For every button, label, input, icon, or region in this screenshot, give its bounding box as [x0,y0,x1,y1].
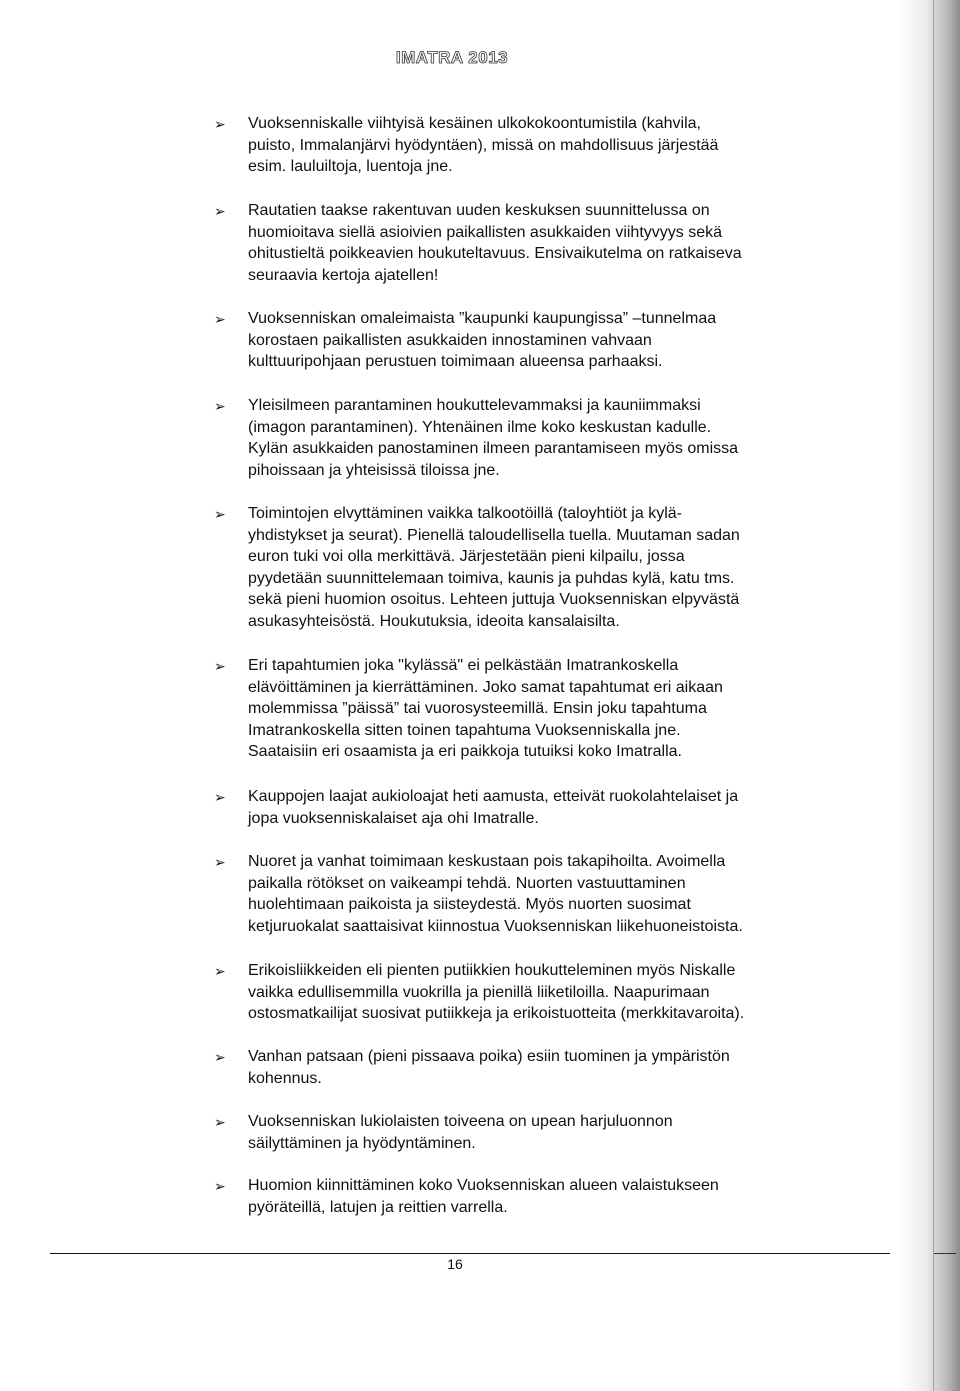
text-line: korostaen paikallisten asukkaiden innostaminen vahvaan [248,331,652,349]
footer-rule [50,1253,890,1254]
text-line: kohennus. [248,1069,322,1087]
arrow-bullet-icon: ➢ [214,117,226,133]
text-line: puisto, Immalanjärvi hyödyntäen), missä on mahdollisuus järjestää [248,136,719,154]
text-line: euron tuki voi olla merkittävä. Järjestetään pieni kilpailu, jossa [248,548,685,566]
text-line: Kylän asukkaiden panostaminen ilmeen parantamiseen myös omissa [248,440,739,458]
text-line: Vuoksenniskalle viihtyisä kesäinen ulkokokoontumistila (kahvila, [248,115,701,132]
text-line: pyöräteillä, latujen ja reittien varrella. [248,1198,508,1216]
bullet-text [248,960,828,1025]
arrow-bullet-icon: ➢ [214,399,226,415]
page-edge-line [933,0,934,1391]
text-line: pihoissaan ja yhteisissä tiloissa jne. [248,461,500,479]
page-number: 16 [447,1256,463,1272]
bullet-text [248,395,828,481]
text-line: elävöittäminen ja kierrättäminen. Joko samat tapahtumat eri aikaan [248,678,723,696]
bullet-text [248,113,828,178]
page-edge-shadow [898,0,960,1391]
text-line: Vuoksenniskan omaleimaista ”kaupunki kaupungissa” –tunnelmaa [248,310,717,327]
bullet-text [248,1046,828,1089]
text-line: jopa vuoksenniskalaiset aja ohi Imatralle. [248,809,539,827]
bullet-text [248,200,828,286]
arrow-bullet-icon: ➢ [214,204,226,220]
text-line: säilyttäminen ja hyödyntäminen. [248,1134,476,1152]
arrow-bullet-icon: ➢ [214,1179,226,1195]
text-line: kulttuuripohjaan perustuen toimimaan alueensa parhaaksi. [248,353,663,371]
text-line: huolehtimaan paikoista ja siisteydestä. Myös nuorten suosimat [248,896,691,914]
bullet-text [248,655,828,763]
text-line: Kauppojen laajat aukioloajat heti aamusta, etteivät ruokolahtelaiset ja [248,788,739,805]
bullet-text [248,308,828,373]
text-line: Erikoisliikkeiden eli pienten putiikkien houkutteleminen myös Niskalle [248,962,736,979]
arrow-bullet-icon: ➢ [214,964,226,980]
text-line: asukasyhteisöstä. Houkutuksia, ideoita kansalaisilta. [248,612,620,630]
text-line: ohitustieltä poikkeavien houkuteltavuus. Ensivaikutelma on ratkaiseva [248,245,742,263]
text-line: vaikka edullisemmilla vuokrilla ja pienillä liiketiloilla. Naapurimaan [248,983,710,1001]
text-line: pyydetään suunnittelemaan toimiva, kaunis ja puhdas kylä, katu tms. [248,569,735,587]
text-line: esim. lauluiltoja, luentoja jne. [248,158,453,176]
arrow-bullet-icon: ➢ [214,659,226,675]
bullet-text [248,786,828,829]
text-line: Rautatien taakse rakentuvan uuden keskuksen suunnittelussa on [248,202,710,219]
text-line: huomioitava siellä asioivien paikallisten asukkaiden viihtyvyys sekä [248,223,723,241]
arrow-bullet-icon: ➢ [214,312,226,328]
text-line: sekä pieni huomion osoitus. Lehteen juttuja Vuoksenniskan elpyvästä [248,591,740,609]
text-line: Imatrankoskella sitten toinen tapahtuma Vuoksenniskalla jne. [248,721,681,739]
arrow-bullet-icon: ➢ [214,1115,226,1131]
footer-rule-fragment [934,1253,956,1254]
bullet-text [248,1111,828,1154]
text-line: ostosmatkailijat suosivat putiikkeja ja erikoistuotteita (merkkitavaroita). [248,1005,745,1023]
text-line: Vanhan patsaan (pieni pissaava poika) esiin tuominen ja ympäristön [248,1048,730,1065]
text-line: Vuoksenniskan lukiolaisten toiveena on upean harjuluonnon [248,1113,673,1130]
text-line: yhdistykset ja seurat). Pienellä taloudellisella tuella. Muutaman sadan [248,526,740,544]
text-line: Huomion kiinnittäminen koko Vuoksenniskan alueen valaistukseen [248,1177,719,1194]
bullet-text [248,851,828,937]
text-line: molemmissa ”päissä” tai vuorosysteemillä. Ensin joku tapahtuma [248,700,707,718]
text-line: Nuoret ja vanhat toimimaan keskustaan pois takapihoilta. Avoimella [248,853,726,870]
text-line: Yleisilmeen parantaminen houkuttelevammaksi ja kauniimmaksi [248,397,701,414]
text-line: paikalla rötökset on vaikeampi tehdä. Nuorten vastuuttaminen [248,874,686,892]
text-line: Eri tapahtumien joka "kylässä" ei pelkästään Imatrankoskella [248,657,679,674]
text-line: Toimintojen elvyttäminen vaikka talkootöillä (taloyhtiöt ja kylä- [248,505,682,522]
running-header: IMATRA 2013 [395,48,509,67]
bullet-text [248,503,828,633]
arrow-bullet-icon: ➢ [214,1050,226,1066]
text-line: (imagon parantaminen). Yhtenäinen ilme koko keskustan kadulle. [248,418,712,436]
text-line: seuraavia kertoja ajatellen! [248,266,439,284]
text-line: Saataisiin eri osaamista ja eri paikkoja tutuiksi koko Imatralla. [248,743,682,761]
arrow-bullet-icon: ➢ [214,790,226,806]
bullet-text [248,1175,828,1218]
text-line: ketjuruokalat saattaisivat kiinnostua Vuoksenniskan liikehuoneistoista. [248,917,743,935]
arrow-bullet-icon: ➢ [214,855,226,871]
arrow-bullet-icon: ➢ [214,507,226,523]
